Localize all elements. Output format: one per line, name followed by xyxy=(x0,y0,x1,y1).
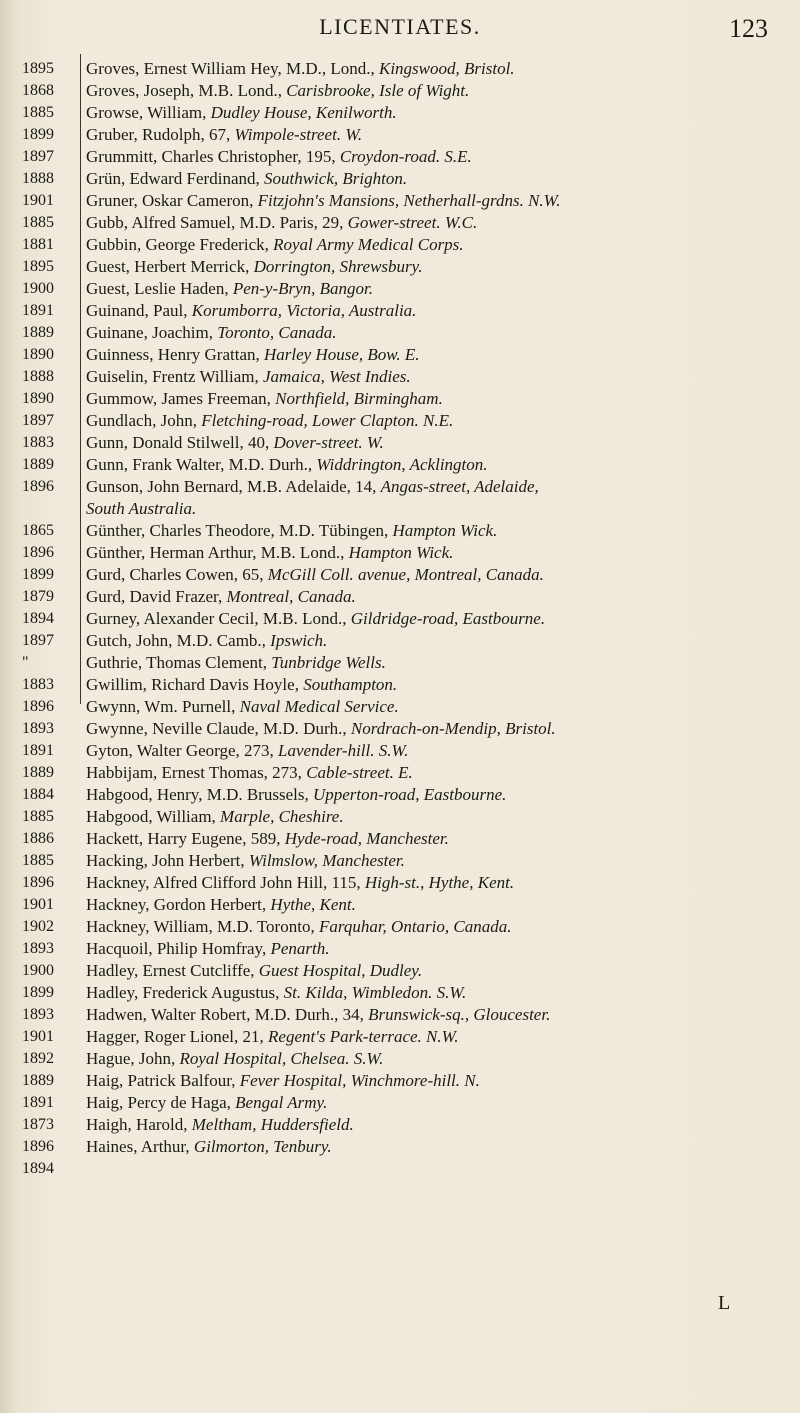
entry-name: Hackett, Harry Eugene, 589, xyxy=(86,829,281,848)
entry-name: Growse, William, xyxy=(86,103,207,122)
entry-address: Upperton-road, Eastbourne. xyxy=(312,785,507,804)
list-item xyxy=(86,410,786,432)
list-item xyxy=(86,168,786,190)
list-item xyxy=(86,498,786,520)
entry-year: 1891 xyxy=(22,742,54,759)
entry-year: 1900 xyxy=(22,962,54,979)
entry-address: Nordrach-on-Mendip, Bristol. xyxy=(350,719,556,738)
list-item xyxy=(86,762,786,784)
entry-name: Guest, Herbert Merrick, xyxy=(86,257,250,276)
entry-name: Hacquoil, Philip Homfray, xyxy=(86,939,267,958)
list-item xyxy=(86,916,786,938)
entry-year: 1889 xyxy=(22,1072,54,1089)
entry-year: 1894 xyxy=(22,1160,54,1177)
list-item xyxy=(86,124,786,146)
list-item xyxy=(86,982,786,1004)
entry-address: Korumborra, Victoria, Australia. xyxy=(191,301,417,320)
entry-address: Tunbridge Wells. xyxy=(271,653,386,672)
list-item xyxy=(86,894,786,916)
entry-year: 1888 xyxy=(22,368,54,385)
list-item xyxy=(86,872,786,894)
entry-year: 1890 xyxy=(22,390,54,407)
entry-year: 1901 xyxy=(22,192,54,209)
entry-name: Gyton, Walter George, 273, xyxy=(86,741,274,760)
entry-name: Gummow, James Freeman, xyxy=(86,389,271,408)
entry-address: Wilmslow, Manchester. xyxy=(248,851,405,870)
entry-year: 1883 xyxy=(22,434,54,451)
entry-year: 1890 xyxy=(22,346,54,363)
entry-address: Dudley House, Kenilworth. xyxy=(210,103,397,122)
entry-address: Penarth. xyxy=(270,939,330,958)
entry-address: Hampton Wick. xyxy=(392,521,498,540)
entry-year: 1892 xyxy=(22,1050,54,1067)
list-item xyxy=(86,1004,786,1026)
entry-name: Gurd, Charles Cowen, 65, xyxy=(86,565,264,584)
entry-year: 1885 xyxy=(22,214,54,231)
entry-year: 1893 xyxy=(22,720,54,737)
list-item xyxy=(86,542,786,564)
entry-year: 1889 xyxy=(22,456,54,473)
entry-name: Groves, Joseph, M.B. Lond., xyxy=(86,81,282,100)
entry-address: Montreal, Canada. xyxy=(226,587,356,606)
entry-year: 1865 xyxy=(22,522,54,539)
entry-year: 1901 xyxy=(22,896,54,913)
entry-name: Hagger, Roger Lionel, 21, xyxy=(86,1027,264,1046)
list-item xyxy=(86,806,786,828)
entry-address: Gilmorton, Tenbury. xyxy=(193,1137,332,1156)
entry-year: 1896 xyxy=(22,1138,54,1155)
entry-year: 1889 xyxy=(22,324,54,341)
entry-name: Gutch, John, M.D. Camb., xyxy=(86,631,266,650)
entry-year: 1885 xyxy=(22,808,54,825)
list-item xyxy=(86,938,786,960)
entry-name: Gruner, Oskar Cameron, xyxy=(86,191,254,210)
entry-name: Habbijam, Ernest Thomas, 273, xyxy=(86,763,302,782)
entry-name: Haines, Arthur, xyxy=(86,1137,190,1156)
list-item xyxy=(86,300,786,322)
entry-address: Fitzjohn's Mansions, Netherhall-grdns. N.W. xyxy=(257,191,561,210)
entry-year: 1881 xyxy=(22,236,54,253)
entry-name: Grummitt, Charles Christopher, 195, xyxy=(86,147,336,166)
entry-name: Guthrie, Thomas Clement, xyxy=(86,653,267,672)
entry-address: Gildridge-road, Eastbourne. xyxy=(350,609,546,628)
entry-name: Groves, Ernest William Hey, M.D., Lond., xyxy=(86,59,375,78)
entry-year: 1885 xyxy=(22,104,54,121)
entry-address: Croydon-road. S.E. xyxy=(339,147,472,166)
entry-name: Hackney, Alfred Clifford John Hill, 115, xyxy=(86,873,361,892)
entry-name: Hague, John, xyxy=(86,1049,176,1068)
list-item xyxy=(86,1026,786,1048)
list-item xyxy=(86,608,786,630)
list-item xyxy=(86,1048,786,1070)
entry-year: 1888 xyxy=(22,170,54,187)
entry-year: 1891 xyxy=(22,302,54,319)
list-item xyxy=(86,1092,786,1114)
entry-name: Haigh, Harold, xyxy=(86,1115,188,1134)
entry-address: Regent's Park-terrace. N.W. xyxy=(268,1027,459,1046)
entry-address: Southwick, Brighton. xyxy=(264,169,408,188)
entry-address: Hythe, Kent. xyxy=(270,895,356,914)
entry-address: Northfield, Birmingham. xyxy=(275,389,443,408)
entry-year: 1902 xyxy=(22,918,54,935)
entry-year: 1900 xyxy=(22,280,54,297)
entry-year: 1891 xyxy=(22,1094,54,1111)
entry-address: Royal Army Medical Corps. xyxy=(273,235,464,254)
entry-name: Hackney, William, M.D. Toronto, xyxy=(86,917,315,936)
list-item xyxy=(86,784,786,806)
entry-address: McGill Coll. avenue, Montreal, Canada. xyxy=(267,565,544,584)
list-item xyxy=(86,58,786,80)
entry-year: 1873 xyxy=(22,1116,54,1133)
entry-list xyxy=(86,58,786,1180)
entry-name: Guinand, Paul, xyxy=(86,301,188,320)
entry-year: 1899 xyxy=(22,984,54,1001)
entry-year: 1895 xyxy=(22,60,54,77)
entry-name: Gubbin, George Frederick, xyxy=(86,235,269,254)
list-item xyxy=(86,80,786,102)
list-item xyxy=(86,718,786,740)
entry-name: Haig, Patrick Balfour, xyxy=(86,1071,236,1090)
list-item xyxy=(86,1070,786,1092)
list-item xyxy=(86,520,786,542)
entry-name: Guinness, Henry Grattan, xyxy=(86,345,260,364)
entry-name: Hadley, Ernest Cutcliffe, xyxy=(86,961,255,980)
list-item xyxy=(86,278,786,300)
entry-address: Gower-street. W.C. xyxy=(347,213,478,232)
entry-name: Gurd, David Frazer, xyxy=(86,587,223,606)
list-item xyxy=(86,850,786,872)
list-item xyxy=(86,564,786,586)
list-item xyxy=(86,1136,786,1158)
entry-year: 1893 xyxy=(22,1006,54,1023)
entry-address: St. Kilda, Wimbledon. S.W. xyxy=(283,983,467,1002)
entry-address: Dover-street. W. xyxy=(273,433,384,452)
entry-name: Gruber, Rudolph, 67, xyxy=(86,125,231,144)
list-item xyxy=(86,960,786,982)
entry-address: Kingswood, Bristol. xyxy=(379,59,515,78)
entry-year: 1868 xyxy=(22,82,54,99)
entry-address: Meltham, Huddersfield. xyxy=(191,1115,354,1134)
entry-address: Farquhar, Ontario, Canada. xyxy=(318,917,512,936)
list-item xyxy=(86,322,786,344)
signature-mark: L xyxy=(718,1292,731,1314)
entry-name: Gunn, Donald Stilwell, 40, xyxy=(86,433,270,452)
list-item xyxy=(86,146,786,168)
entry-name: Hacking, John Herbert, xyxy=(86,851,245,870)
entry-address: Hyde-road, Manchester. xyxy=(284,829,449,848)
entry-address: Marple, Cheshire. xyxy=(220,807,344,826)
list-item xyxy=(86,696,786,718)
entry-name: Gundlach, John, xyxy=(86,411,197,430)
entry-address: Pen-y-Bryn, Bangor. xyxy=(232,279,374,298)
entry-year: 1901 xyxy=(22,1028,54,1045)
entry-address: South Australia. xyxy=(86,499,197,518)
entry-address: Bengal Army. xyxy=(235,1093,328,1112)
entry-year: 1896 xyxy=(22,698,54,715)
list-item xyxy=(86,476,786,498)
entry-year: 1897 xyxy=(22,632,54,649)
entry-year: " xyxy=(22,654,29,671)
entry-year: 1885 xyxy=(22,852,54,869)
list-item xyxy=(86,212,786,234)
entry-name: Haig, Percy de Haga, xyxy=(86,1093,231,1112)
list-item xyxy=(86,1114,786,1136)
entry-name: Gwynne, Neville Claude, M.D. Durh., xyxy=(86,719,347,738)
list-item xyxy=(86,366,786,388)
entry-address: Jamaica, West Indies. xyxy=(263,367,411,386)
entry-name: Guinane, Joachim, xyxy=(86,323,213,342)
entry-name: Habgood, William, xyxy=(86,807,216,826)
column-divider xyxy=(80,54,81,704)
list-item xyxy=(86,388,786,410)
list-item xyxy=(86,740,786,762)
entry-name: Gunson, John Bernard, M.B. Adelaide, 14, xyxy=(86,477,377,496)
entry-address: Carisbrooke, Isle of Wight. xyxy=(286,81,470,100)
list-item xyxy=(86,344,786,366)
entry-year: 1899 xyxy=(22,566,54,583)
entry-address: Dorrington, Shrewsbury. xyxy=(253,257,423,276)
entry-name: Gubb, Alfred Samuel, M.D. Paris, 29, xyxy=(86,213,344,232)
entry-name: Gunn, Frank Walter, M.D. Durh., xyxy=(86,455,313,474)
entry-year: 1886 xyxy=(22,830,54,847)
entry-name: Gwillim, Richard Davis Hoyle, xyxy=(86,675,299,694)
list-item xyxy=(86,586,786,608)
entry-year: 1896 xyxy=(22,874,54,891)
entry-name: Guest, Leslie Haden, xyxy=(86,279,229,298)
entry-year: 1879 xyxy=(22,588,54,605)
entry-year: 1893 xyxy=(22,940,54,957)
entry-year: 1884 xyxy=(22,786,54,803)
page-title: LICENTIATES. xyxy=(319,14,481,39)
entry-address: Fever Hospital, Winchmore-hill. N. xyxy=(239,1071,480,1090)
entry-name: Hadley, Frederick Augustus, xyxy=(86,983,280,1002)
entry-year: 1895 xyxy=(22,258,54,275)
entry-year: 1897 xyxy=(22,412,54,429)
entry-name: Günther, Charles Theodore, M.D. Tübingen, xyxy=(86,521,389,540)
entry-name: Habgood, Henry, M.D. Brussels, xyxy=(86,785,309,804)
entry-name: Guiselin, Frentz William, xyxy=(86,367,259,386)
entry-name: Hadwen, Walter Robert, M.D. Durh., 34, xyxy=(86,1005,364,1024)
entry-year: 1896 xyxy=(22,544,54,561)
entry-address: Naval Medical Service. xyxy=(239,697,399,716)
entry-address: Southampton. xyxy=(303,675,398,694)
list-item xyxy=(86,432,786,454)
entry-address: Widdrington, Acklington. xyxy=(316,455,488,474)
entry-address: Ipswich. xyxy=(270,631,328,650)
entry-address: Toronto, Canada. xyxy=(217,323,337,342)
entry-year xyxy=(22,498,80,520)
entry-name: Gwynn, Wm. Purnell, xyxy=(86,697,236,716)
list-item xyxy=(86,828,786,850)
page-number: 123 xyxy=(729,14,768,43)
list-item xyxy=(86,674,786,696)
entry-address: Royal Hospital, Chelsea. S.W. xyxy=(179,1049,384,1068)
entry-address: High-st., Hythe, Kent. xyxy=(364,873,515,892)
entry-address: Brunswick-sq., Gloucester. xyxy=(368,1005,551,1024)
list-item xyxy=(86,454,786,476)
entry-name: Hackney, Gordon Herbert, xyxy=(86,895,267,914)
entry-address: Harley House, Bow. E. xyxy=(264,345,420,364)
entry-name: Günther, Herman Arthur, M.B. Lond., xyxy=(86,543,345,562)
list-item xyxy=(86,256,786,278)
entry-address: Wimpole-street. W. xyxy=(234,125,363,144)
list-item xyxy=(86,234,786,256)
entry-address: Angas-street, Adelaide, xyxy=(380,477,539,496)
entry-year: 1899 xyxy=(22,126,54,143)
entry-year: 1897 xyxy=(22,148,54,165)
list-item xyxy=(86,102,786,124)
entry-year: 1894 xyxy=(22,610,54,627)
list-item xyxy=(86,1158,786,1180)
entry-year: 1889 xyxy=(22,764,54,781)
entry-address: Fletching-road, Lower Clapton. N.E. xyxy=(201,411,454,430)
entry-year: 1896 xyxy=(22,478,54,495)
list-item xyxy=(86,630,786,652)
list-item xyxy=(86,652,786,674)
entry-name: Gurney, Alexander Cecil, M.B. Lond., xyxy=(86,609,347,628)
entry-year: 1883 xyxy=(22,676,54,693)
year-column xyxy=(22,58,80,1180)
entry-address: Lavender-hill. S.W. xyxy=(278,741,409,760)
list-item xyxy=(86,190,786,212)
entry-address: Hampton Wick. xyxy=(348,543,454,562)
entry-address: Guest Hospital, Dudley. xyxy=(258,961,423,980)
entry-address: Cable-street. E. xyxy=(306,763,413,782)
entry-name: Grün, Edward Ferdinand, xyxy=(86,169,260,188)
